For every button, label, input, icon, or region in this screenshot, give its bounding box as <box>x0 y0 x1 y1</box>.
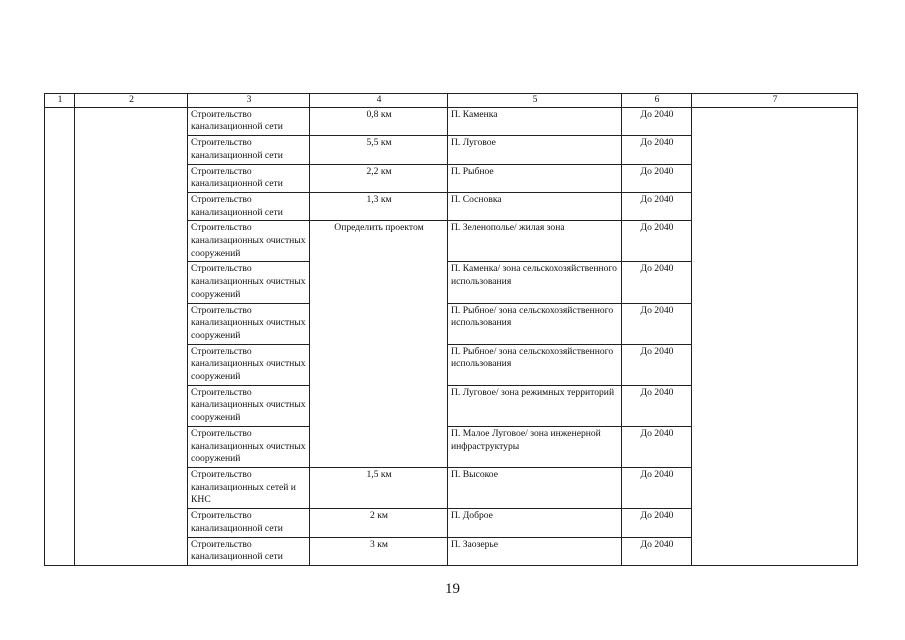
measure-cell: Строительство канализационных очистных сооружений <box>188 344 310 385</box>
deadline-cell: До 2040 <box>622 303 692 344</box>
deadline-cell: До 2040 <box>622 136 692 164</box>
location-cell: П. Каменка/ зона сельскохозяйственного использования <box>448 262 622 303</box>
measure-cell: Строительство канализационной сети <box>188 164 310 192</box>
deadline-cell: До 2040 <box>622 537 692 565</box>
deadline-cell: До 2040 <box>622 509 692 537</box>
measure-cell: Строительство канализационных очистных сооружений <box>188 262 310 303</box>
deadline-cell: До 2040 <box>622 385 692 426</box>
deadline-cell: До 2040 <box>622 192 692 220</box>
measure-cell: Строительство канализационной сети <box>188 107 310 135</box>
location-cell: П. Малое Луговое/ зона инженерной инфраструктуры <box>448 426 622 467</box>
measure-cell: Строительство канализационной сети <box>188 192 310 220</box>
measure-cell: Строительство канализационных очистных сооружений <box>188 385 310 426</box>
volume-cell: 3 км <box>310 537 448 565</box>
volume-cell: 2 км <box>310 509 448 537</box>
measure-cell: Строительство канализационных очистных сооружений <box>188 303 310 344</box>
location-cell: П. Доброе <box>448 509 622 537</box>
measure-cell: Строительство канализационной сети <box>188 537 310 565</box>
deadline-cell: До 2040 <box>622 221 692 262</box>
header-col-5: 5 <box>448 94 622 108</box>
header-col-2: 2 <box>75 94 188 108</box>
deadline-cell: До 2040 <box>622 164 692 192</box>
location-cell: П. Луговое <box>448 136 622 164</box>
location-cell: П. Рыбное/ зона сельскохозяйственного использования <box>448 303 622 344</box>
location-cell: П. Луговое/ зона режимных территорий <box>448 385 622 426</box>
volume-cell: 5,5 км <box>310 136 448 164</box>
location-cell: П. Рыбное <box>448 164 622 192</box>
volume-cell: 1,3 км <box>310 192 448 220</box>
measure-cell: Строительство канализационных очистных сооружений <box>188 426 310 467</box>
deadline-cell: До 2040 <box>622 107 692 135</box>
table-header-row <box>45 94 858 108</box>
header-col-4: 4 <box>310 94 448 108</box>
deadline-cell: До 2040 <box>622 262 692 303</box>
deadline-cell: До 2040 <box>622 426 692 467</box>
volume-cell: 2,2 км <box>310 164 448 192</box>
measure-cell: Строительство канализационных сетей и КНС <box>188 467 310 508</box>
plan-table <box>44 93 858 566</box>
table-row <box>45 107 858 135</box>
col2-empty-cell <box>75 107 188 565</box>
volume-cell: 1,5 км <box>310 467 448 508</box>
header-col-6: 6 <box>622 94 692 108</box>
location-cell: П. Рыбное/ зона сельскохозяйственного использования <box>448 344 622 385</box>
page-number: 19 <box>445 581 460 597</box>
measure-cell: Строительство канализационной сети <box>188 136 310 164</box>
location-cell: П. Заозерье <box>448 537 622 565</box>
measure-cell: Строительство канализационных очистных сооружений <box>188 221 310 262</box>
header-col-7: 7 <box>692 94 858 108</box>
location-cell: П. Каменка <box>448 107 622 135</box>
volume-cell: 0,8 км <box>310 107 448 135</box>
location-cell: П. Сосновка <box>448 192 622 220</box>
deadline-cell: До 2040 <box>622 344 692 385</box>
col7-empty-cell <box>692 107 858 565</box>
location-cell: П. Высокое <box>448 467 622 508</box>
header-col-3: 3 <box>188 94 310 108</box>
location-cell: П. Зеленополье/ жилая зона <box>448 221 622 262</box>
deadline-cell: До 2040 <box>622 467 692 508</box>
header-col-1: 1 <box>45 94 75 108</box>
volume-merged-cell: Определить проектом <box>310 221 448 468</box>
measure-cell: Строительство канализационной сети <box>188 509 310 537</box>
col1-empty-cell <box>45 107 75 565</box>
